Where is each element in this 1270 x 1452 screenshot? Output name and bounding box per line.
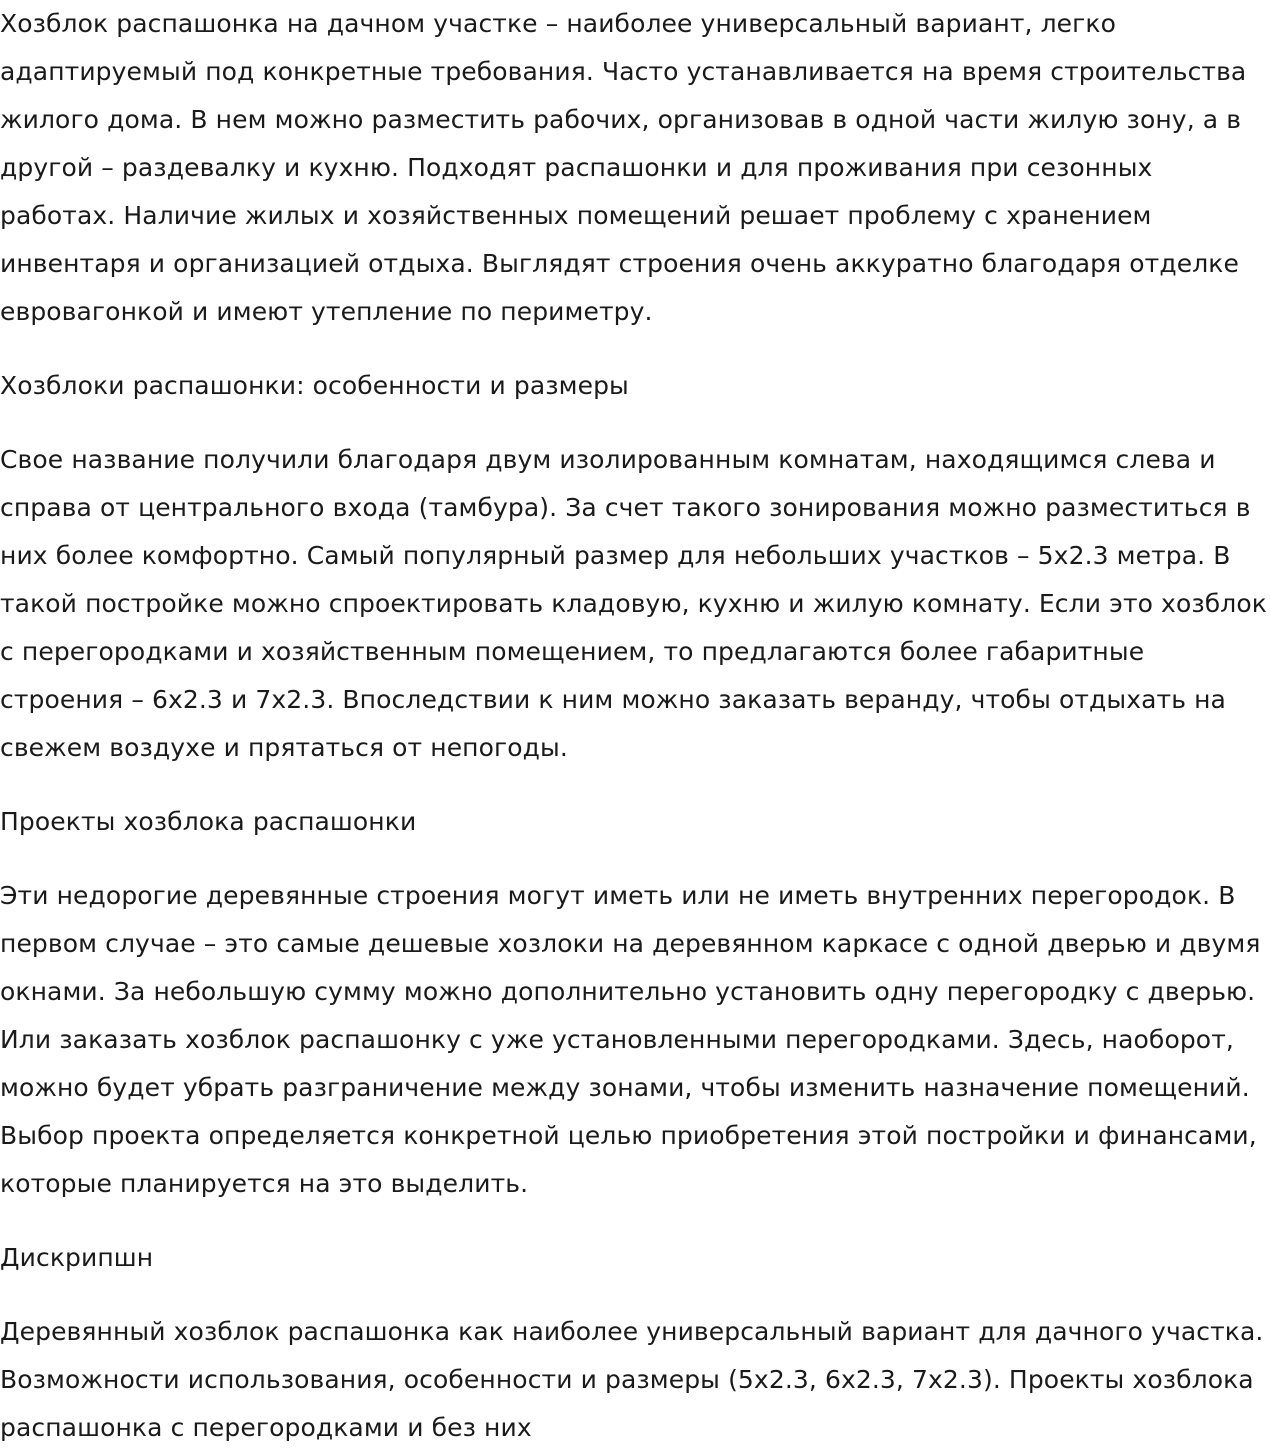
section-heading-features: Хозблоки распашонки: особенности и размеры — [0, 371, 629, 400]
paragraph-features: Свое название получили благодаря двум изолированным комнатам, находящимся слева и справа от центрального входа (тамбура). За счет такого зонирования можно разместиться в них более комфортно. Самый популярный размер для небольших участков – 5х2.3 метра. В такой постройке можно спроектировать кладовую, кухню и жилую комнату. Если это хозблок с перегородками и хозяйственным помещением, то предлагаются более габаритные строения – 6х2.3 и 7х2.3. Впоследствии к ним можно заказать веранду, чтобы отдыхать на свежем воздухе и прятаться от непогоды. — [0, 445, 1267, 762]
section-heading-projects: Проекты хозблока распашонки — [0, 807, 417, 836]
section-heading-description: Дискрипшн — [0, 1243, 154, 1272]
paragraph-description: Деревянный хозблок распашонка как наиболее универсальный вариант для дачного участка. Возможности использования, особенности и размеры (5х2.3, 6х2.3, 7х2.3). Проекты хозблока распашонка с перегородками и без них — [0, 1317, 1264, 1442]
paragraph-intro: Хозблок распашонка на дачном участке – наиболее универсальный вариант, легко адаптируемый под конкретные требования. Часто устанавливается на время строительства жилого дома. В нем можно разместить рабочих, организовав в одной части жилую зону, а в другой – раздевалку и кухню. Подходят распашонки и для проживания при сезонных работах. Наличие жилых и хозяйственных помещений решает проблему с хранением инвентаря и организацией отдыха. Выглядят строения очень аккуратно благодаря отделке евровагонкой и имеют утепление по периметру. — [0, 9, 1247, 326]
paragraph-projects: Эти недорогие деревянные строения могут иметь или не иметь внутренних перегородок. В первом случае – это самые дешевые хозлоки на деревянном каркасе с одной дверью и двумя окнами. За небольшую сумму можно дополнительно установить одну перегородку с дверью. Или заказать хозблок распашонку с уже установленными перегородками. Здесь, наоборот, можно будет убрать разграничение между зонами, чтобы изменить назначение помещений. Выбор проекта определяется конкретной целью приобретения этой постройки и финансами, которые планируется на это выделить. — [0, 881, 1261, 1198]
